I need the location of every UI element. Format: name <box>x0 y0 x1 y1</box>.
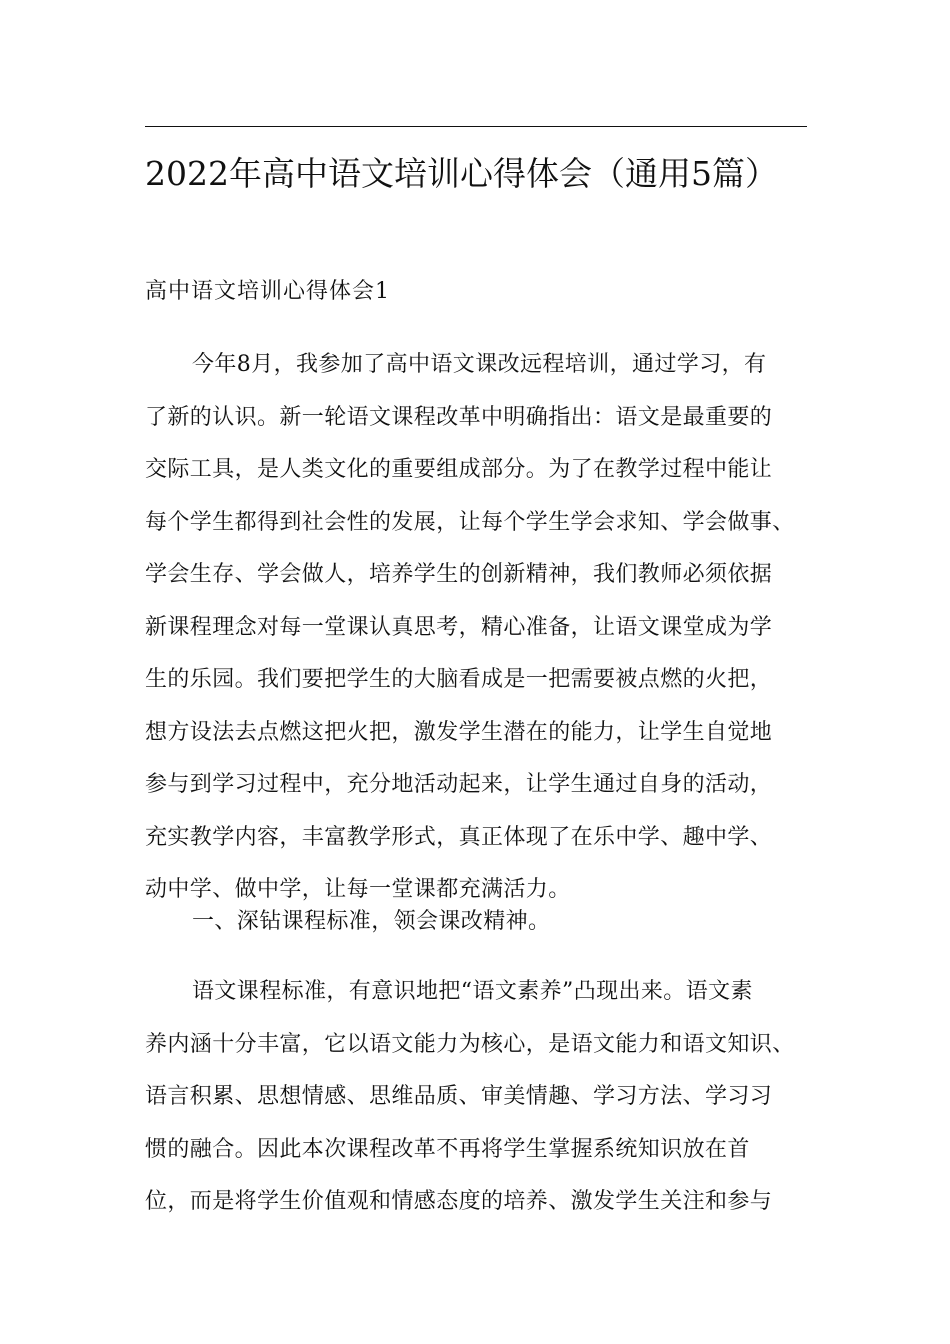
paragraph-line: 语言积累、思想情感、思维品质、审美情趣、学习方法、学习习 <box>145 1084 773 1109</box>
document-title: 2022年高中语文培训心得体会（通用5篇） <box>145 154 778 193</box>
paragraph-line: 充实教学内容，丰富教学形式，真正体现了在乐中学、趣中学、 <box>145 824 773 850</box>
paragraph-line: 动中学、做中学，让每一堂课都充满活力。 <box>145 877 571 902</box>
header-rule <box>145 126 807 127</box>
paragraph-line: 每个学生都得到社会性的发展，让每个学生学会求知、学会做事、 <box>145 509 795 535</box>
paragraph-line: 养内涵十分丰富，它以语文能力为核心，是语文能力和语文知识、 <box>145 1031 795 1057</box>
section-heading: 高中语文培训心得体会1 <box>145 279 390 304</box>
paragraph-line: 了新的认识。新一轮语文课程改革中明确指出：语文是最重要的 <box>145 404 773 430</box>
paragraph-line: 新课程理念对每一堂课认真思考，精心准备，让语文课堂成为学 <box>145 614 773 640</box>
paragraph-1 <box>145 339 810 917</box>
paragraph-line: 今年8月，我参加了高中语文课改远程培训，通过学习，有 <box>192 352 767 377</box>
paragraph-line: 学会生存、学会做人，培养学生的创新精神，我们教师必须依据 <box>145 562 773 587</box>
paragraph-line: 想方设法去点燃这把火把，激发学生潜在的能力，让学生自觉地 <box>145 719 773 745</box>
paragraph-2 <box>145 966 810 1229</box>
paragraph-line: 位，而是将学生价值观和情感态度的培养、激发学生关注和参与 <box>145 1189 773 1214</box>
paragraph-line: 惯的融合。因此本次课程改革不再将学生掌握系统知识放在首 <box>145 1136 750 1162</box>
subheading-1-block <box>145 896 810 949</box>
paragraph-line: 交际工具，是人类文化的重要组成部分。为了在教学过程中能让 <box>145 457 773 482</box>
paragraph-line: 参与到学习过程中，充分地活动起来，让学生通过自身的活动， <box>145 772 773 797</box>
paragraph-line: 生的乐园。我们要把学生的大脑看成是一把需要被点燃的火把， <box>145 667 773 692</box>
subheading-1: 一、深钻课程标准，领会课改精神。 <box>192 909 551 934</box>
paragraph-line: 语文课程标准，有意识地把“语文素养”凸现出来。语文素 <box>192 979 753 1004</box>
